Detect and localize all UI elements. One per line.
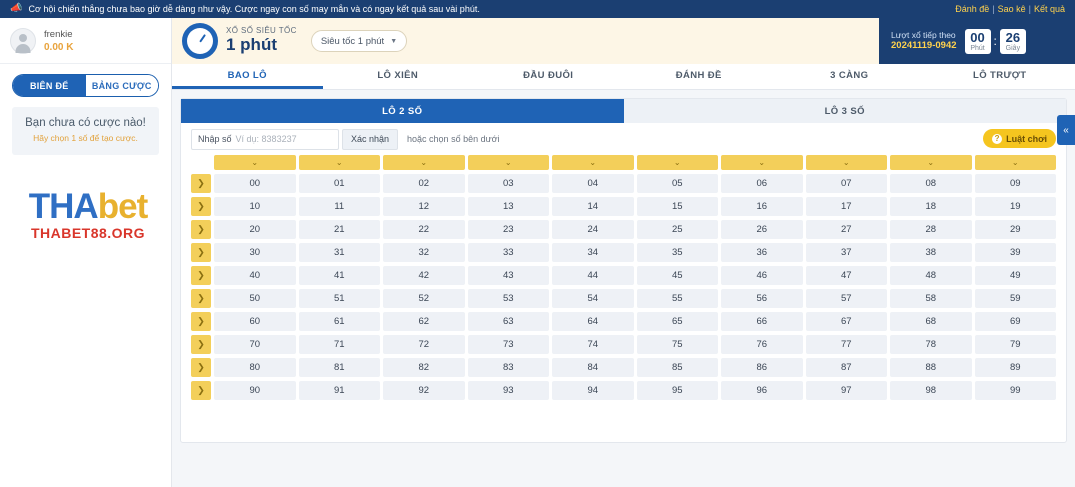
number-cell[interactable]: 08 [890,174,972,193]
number-cell[interactable]: 71 [299,335,381,354]
number-cell[interactable]: 43 [468,266,550,285]
number-cell[interactable]: 39 [975,243,1057,262]
confirm-button[interactable]: Xác nhận [342,129,398,150]
avatar [10,28,36,54]
row-select-6[interactable]: ❯ [191,312,211,331]
number-cell[interactable]: 50 [214,289,296,308]
number-cell[interactable]: 41 [299,266,381,285]
collapse-panel-button[interactable]: « [1057,115,1075,145]
row-select-7[interactable]: ❯ [191,335,211,354]
countdown-labels [891,30,957,53]
countdown-minutes-unit: Phút [970,44,985,52]
number-cell[interactable]: 52 [383,289,465,308]
number-input-row [181,123,1066,155]
number-cell[interactable]: 58 [890,289,972,308]
row-select-5[interactable]: ❯ [191,289,211,308]
number-cell[interactable]: 44 [552,266,634,285]
sidebar [0,18,172,487]
number-cell[interactable]: 72 [383,335,465,354]
number-cell[interactable]: 82 [383,358,465,377]
number-cell[interactable]: 19 [975,197,1057,216]
grid-header-spacer [191,155,211,170]
number-cell[interactable]: 21 [299,220,381,239]
row-select-1[interactable]: ❯ [191,197,211,216]
countdown-colon: : [993,34,997,48]
number-cell[interactable]: 12 [383,197,465,216]
question-icon: ? [992,134,1002,144]
col-select-1[interactable]: ⌄ [299,155,381,170]
number-cell[interactable]: 03 [468,174,550,193]
number-cell[interactable]: 35 [637,243,719,262]
number-cell[interactable]: 94 [552,381,634,400]
tab-lo-truot[interactable]: LÔ TRƯỢT [973,69,1027,81]
number-cell[interactable]: 20 [214,220,296,239]
number-cell[interactable]: 73 [468,335,550,354]
number-cell[interactable]: 33 [468,243,550,262]
empty-bet-hint: Hãy chọn 1 số để tạo cược. [33,133,138,143]
number-cell[interactable]: 90 [214,381,296,400]
table-row [191,289,1056,308]
col-select-6[interactable]: ⌄ [721,155,803,170]
number-input-placeholder: Ví dụ: 8383237 [235,134,297,144]
user-balance: 0.00 K [44,41,74,53]
megaphone-icon: 📣 [10,3,23,14]
number-cell[interactable]: 92 [383,381,465,400]
number-cell[interactable]: 09 [975,174,1057,193]
empty-bet-title: Bạn chưa có cược nào! [25,117,146,129]
number-cell[interactable]: 31 [299,243,381,262]
number-cell[interactable]: 57 [806,289,888,308]
col-select-5[interactable]: ⌄ [637,155,719,170]
table-row [191,197,1056,216]
tab-dau-duoi[interactable]: ĐẦU ĐUÔI [523,69,574,81]
number-cell[interactable]: 77 [806,335,888,354]
body-wrapper [0,18,1075,487]
number-cell[interactable]: 79 [975,335,1057,354]
empty-bet-panel [12,107,159,155]
announcement-bar [0,0,1075,18]
game-nav-tabs [172,64,1075,90]
row-select-0[interactable]: ❯ [191,174,211,193]
user-name: frenkie [44,28,73,40]
table-row [191,220,1056,239]
number-cell[interactable]: 86 [721,358,803,377]
countdown-minutes [965,29,991,54]
number-cell[interactable]: 06 [721,174,803,193]
bet-content-card [180,98,1067,443]
number-cell[interactable]: 22 [383,220,465,239]
col-select-4[interactable]: ⌄ [552,155,634,170]
number-cell[interactable]: 01 [299,174,381,193]
number-cell[interactable]: 54 [552,289,634,308]
number-cell[interactable]: 83 [468,358,550,377]
row-select-2[interactable]: ❯ [191,220,211,239]
table-row [191,312,1056,331]
game-speed-label: Siêu tốc 1 phút [320,35,385,47]
number-cell[interactable]: 68 [890,312,972,331]
number-cell[interactable]: 07 [806,174,888,193]
table-row [191,381,1056,400]
number-grid [181,155,1066,412]
number-cell[interactable]: 59 [975,289,1057,308]
number-cell[interactable]: 66 [721,312,803,331]
number-cell[interactable]: 64 [552,312,634,331]
col-select-9[interactable]: ⌄ [975,155,1057,170]
number-cell[interactable]: 26 [721,220,803,239]
tab-danh-de[interactable]: ĐÁNH ĐỀ [675,69,722,81]
number-cell[interactable]: 16 [721,197,803,216]
number-cell[interactable]: 29 [975,220,1057,239]
link-danh-de[interactable]: Đánh đề [955,4,990,14]
brand-domain: THABET88.ORG [30,225,146,241]
number-input-label: Nhập số [198,134,232,144]
game-title-group [226,27,297,54]
number-cell[interactable]: 17 [806,197,888,216]
number-cell[interactable]: 85 [637,358,719,377]
col-select-2[interactable]: ⌄ [383,155,465,170]
number-cell[interactable]: 76 [721,335,803,354]
countdown-panel [879,18,1075,64]
number-grid-header [191,155,1056,170]
brand-logo [8,187,168,226]
number-cell[interactable]: 93 [468,381,550,400]
number-cell[interactable]: 91 [299,381,381,400]
number-cell[interactable]: 30 [214,243,296,262]
tab-lo-xien[interactable]: LÔ XIÊN [377,69,419,81]
rule-button[interactable] [983,129,1056,148]
chevron-down-icon: ▼ [390,37,398,45]
link-sep-1: | [992,4,995,14]
number-cell[interactable]: 10 [214,197,296,216]
number-cell[interactable]: 04 [552,174,634,193]
table-row [191,266,1056,285]
number-cell[interactable]: 23 [468,220,550,239]
sidebar-tab-bien-de[interactable]: BIÊN ĐỂ [13,75,86,96]
number-cell[interactable]: 27 [806,220,888,239]
number-cell[interactable]: 13 [468,197,550,216]
sub-tabs [181,99,1066,123]
number-cell[interactable]: 32 [383,243,465,262]
countdown-seconds-unit: Giây [1005,44,1021,52]
rule-button-label: Luật chơi [1006,133,1047,144]
col-select-3[interactable]: ⌄ [468,155,550,170]
number-cell[interactable]: 14 [552,197,634,216]
game-title-big: 1 phút [226,35,277,55]
number-cell[interactable]: 67 [806,312,888,331]
brand-logo-tha: THA [28,187,98,226]
number-cell[interactable]: 45 [637,266,719,285]
stopwatch-icon [182,23,218,59]
number-cell[interactable]: 87 [806,358,888,377]
number-cell[interactable]: 24 [552,220,634,239]
number-cell[interactable]: 60 [214,312,296,331]
number-cell[interactable]: 34 [552,243,634,262]
table-row [191,174,1056,193]
row-select-8[interactable]: ❯ [191,358,211,377]
number-cell[interactable]: 95 [637,381,719,400]
announcement-text: Cơ hội chiến thắng chưa bao giờ dễ dàng như vậy. Cược ngay con số may mắn và có ngay kết quả sau vài phút. [28,4,480,14]
tab-3-cang[interactable]: 3 CÀNG [830,69,869,81]
number-cell[interactable]: 78 [890,335,972,354]
countdown-minutes-value: 00 [970,29,985,45]
number-cell[interactable]: 15 [637,197,719,216]
number-cell[interactable]: 00 [214,174,296,193]
number-cell[interactable]: 98 [890,381,972,400]
link-sep-2: | [1028,4,1031,14]
number-cell[interactable]: 47 [806,266,888,285]
table-row [191,358,1056,377]
number-cell[interactable]: 89 [975,358,1057,377]
number-cell[interactable]: 97 [806,381,888,400]
row-select-9[interactable]: ❯ [191,381,211,400]
number-cell[interactable]: 74 [552,335,634,354]
number-cell[interactable]: 81 [299,358,381,377]
number-cell[interactable]: 38 [890,243,972,262]
topbar-links [955,4,1065,14]
number-cell[interactable]: 99 [975,381,1057,400]
number-cell[interactable]: 63 [468,312,550,331]
sidebar-tab-bang-cuoc[interactable]: BẢNG CƯỢC [86,75,159,96]
tab-bao-lo[interactable]: BAO LÔ [172,64,323,89]
link-sao-ke[interactable]: Sao kê [997,4,1026,14]
user-summary [0,18,171,64]
game-header [172,18,1075,64]
number-cell[interactable]: 62 [383,312,465,331]
number-cell[interactable]: 36 [721,243,803,262]
number-cell[interactable]: 25 [637,220,719,239]
game-speed-select[interactable] [311,30,407,52]
main-panel [172,18,1075,487]
number-cell[interactable]: 46 [721,266,803,285]
brand-watermark [8,187,168,241]
number-cell[interactable]: 88 [890,358,972,377]
brand-logo-bet: bet [97,187,148,226]
countdown-seconds [1000,29,1026,54]
sidebar-tab-switch [12,74,159,97]
number-cell[interactable]: 48 [890,266,972,285]
number-cell[interactable]: 96 [721,381,803,400]
number-cell[interactable]: 05 [637,174,719,193]
number-cell[interactable]: 84 [552,358,634,377]
number-cell[interactable]: 11 [299,197,381,216]
number-cell[interactable]: 61 [299,312,381,331]
number-cell[interactable]: 55 [637,289,719,308]
number-cell[interactable]: 51 [299,289,381,308]
number-cell[interactable]: 69 [975,312,1057,331]
row-select-3[interactable]: ❯ [191,243,211,262]
number-input[interactable] [191,129,339,150]
or-hint-text: hoặc chọn số bên dưới [407,134,500,144]
countdown-issue: 20241119-0942 [891,40,957,52]
subtab-lo-3-so[interactable]: LÔ 3 SỐ [624,99,1067,123]
game-title-small: XỔ SỐ SIÊU TỐC [226,26,297,36]
number-cell[interactable]: 70 [214,335,296,354]
col-select-0[interactable]: ⌄ [214,155,296,170]
table-row [191,335,1056,354]
col-select-8[interactable]: ⌄ [890,155,972,170]
number-cell[interactable]: 42 [383,266,465,285]
number-cell[interactable]: 49 [975,266,1057,285]
number-cell[interactable]: 65 [637,312,719,331]
number-cell[interactable]: 28 [890,220,972,239]
countdown-seconds-value: 26 [1005,29,1021,45]
row-select-4[interactable]: ❯ [191,266,211,285]
link-ket-qua[interactable]: Kết quả [1033,4,1065,14]
number-cell[interactable]: 56 [721,289,803,308]
subtab-lo-2-so[interactable]: LÔ 2 SỐ [181,99,624,123]
countdown-title: Lượt xổ tiếp theo [891,29,956,40]
col-select-7[interactable]: ⌄ [806,155,888,170]
number-cell[interactable]: 18 [890,197,972,216]
number-cell[interactable]: 80 [214,358,296,377]
table-row [191,243,1056,262]
number-cell[interactable]: 75 [637,335,719,354]
number-cell[interactable]: 40 [214,266,296,285]
number-cell[interactable]: 02 [383,174,465,193]
number-cell[interactable]: 37 [806,243,888,262]
number-cell[interactable]: 53 [468,289,550,308]
